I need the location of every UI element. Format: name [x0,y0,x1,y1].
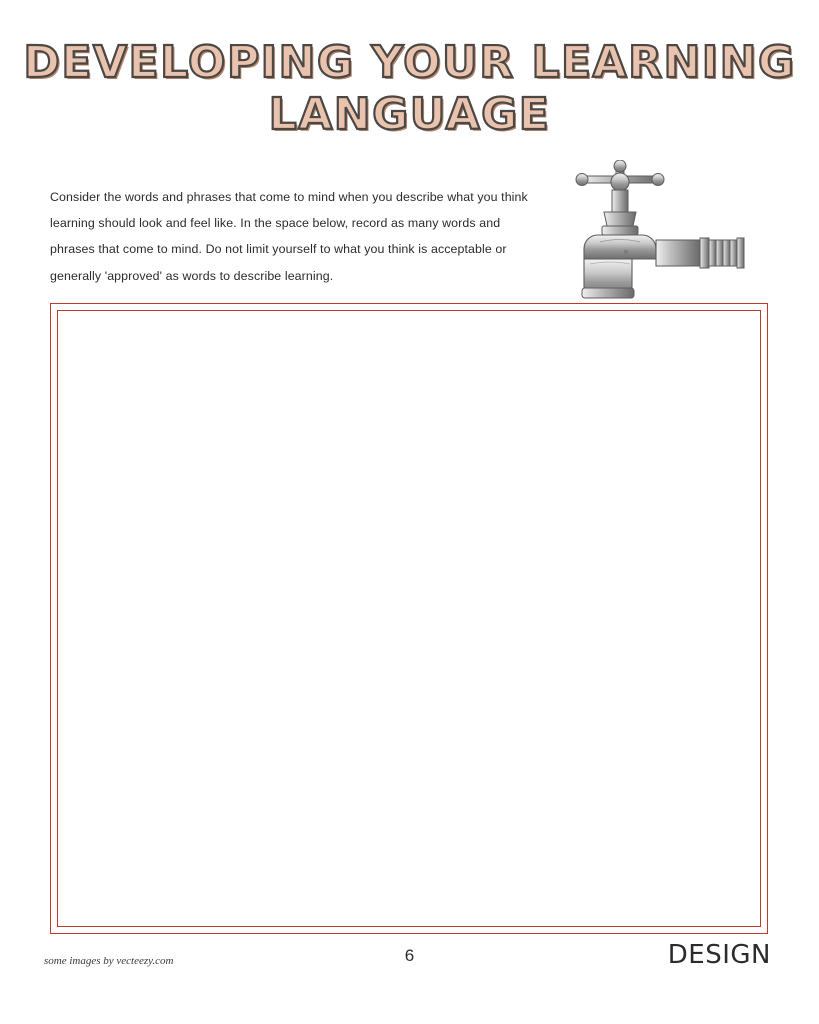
image-credit: some images by vecteezy.com [44,955,174,967]
response-area[interactable] [50,303,768,934]
brand-label: DESIGN [667,940,771,970]
instructions-paragraph: Consider the words and phrases that come to mind when you describe what you think learning should look and feel like. In the space below, record as many words and phrases that come to mind. Do not limit yourself to what you think is acceptable or generally 'approved' as words to describe learning. [50,190,528,283]
page-number: 6 [404,946,415,965]
faucet-icon [560,160,770,315]
page-title-line-2: LANGUAGE [268,89,551,141]
page-title-line-1: DEVELOPING YOUR LEARNING [23,37,796,88]
page-title [0,37,819,141]
response-area-inner-border [57,310,761,927]
